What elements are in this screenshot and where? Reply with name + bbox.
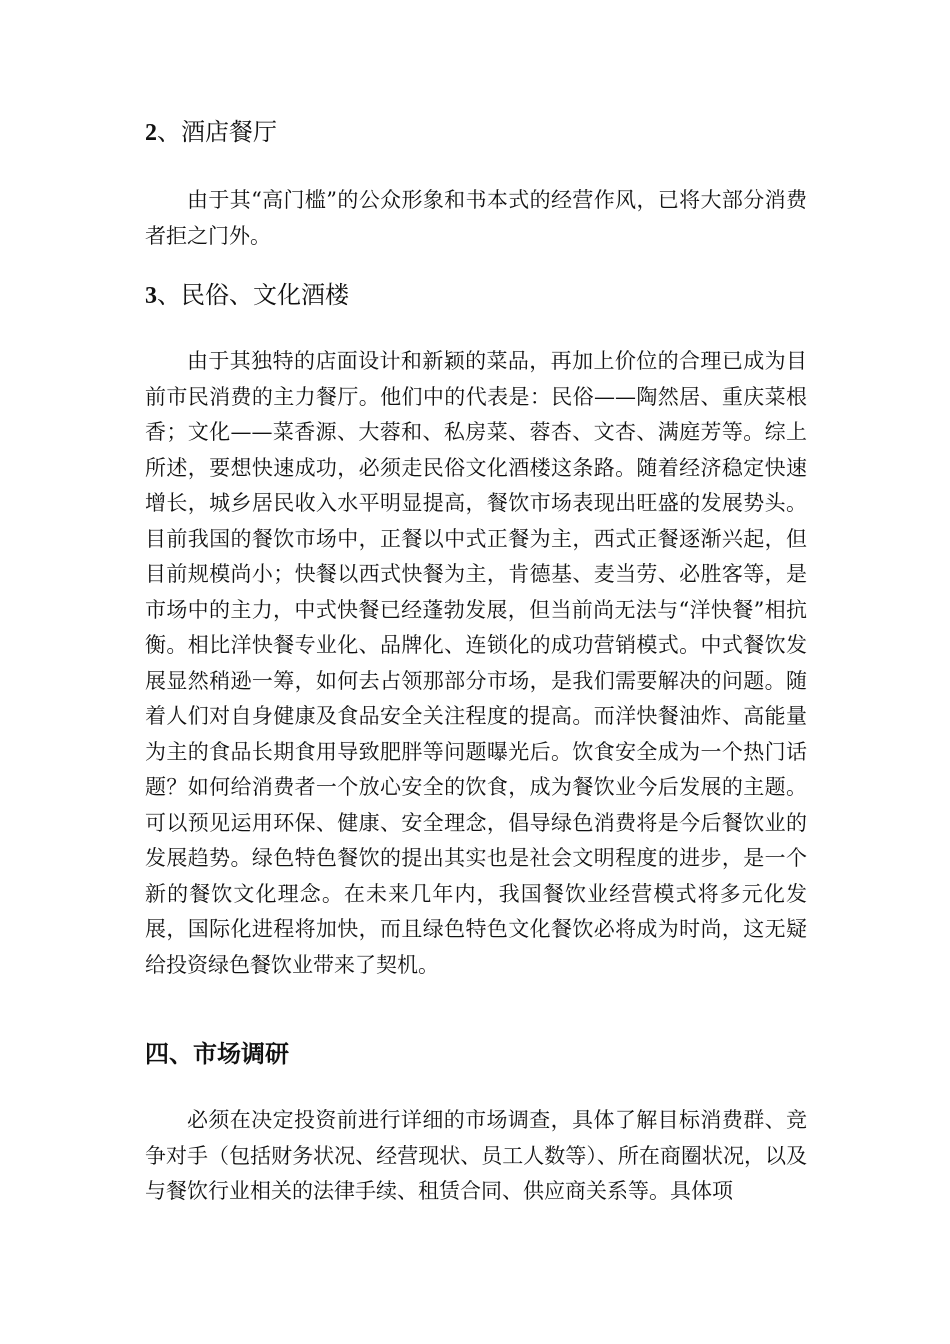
section-heading-folk-culture-restaurant bbox=[145, 280, 349, 311]
section-heading-market-research: 四、市场调研 bbox=[145, 1039, 289, 1068]
heading-text: 、酒店餐厅 bbox=[157, 118, 277, 146]
section-heading-hotel-restaurant bbox=[145, 117, 277, 148]
heading-text: 、民俗、文化酒楼 bbox=[157, 281, 349, 309]
paragraph-hotel-restaurant: 由于其“高门槛”的公众形象和书本式的经营作风，已将大部分消费者拒之门外。 bbox=[145, 188, 807, 248]
paragraph-folk-culture-restaurant: 由于其独特的店面设计和新颖的菜品，再加上价位的合理已成为目前市民消费的主力餐厅。他们中的代表是：民俗——陶然居、重庆菜根香；文化——菜香源、大蓉和、私房菜、蓉杏、文杏、满庭芳等。综上所述，要想快速成功，必须走民俗文化酒楼这条路。随着经济稳定快速增长，城乡居民收入水平明显提高，餐饮市场表现出旺盛的发展势头。目前我国的餐饮市场中，正餐以中式正餐为主，西式正餐逐渐兴起，但目前规模尚小；快餐以西式快餐为主，肯德基、麦当劳、必胜客等，是市场中的主力，中式快餐已经蓬勃发展，但当前尚无法与“洋快餐”相抗衡。相比洋快餐专业化、品牌化、连锁化的成功营销模式。中式餐饮发展显然稍逊一筹，如何去占领那部分市场，是我们需要解决的问题。随着人们对自身健康及食品安全关注程度的提高。而洋快餐油炸、高能量为主的食品长期食用导致肥胖等问题曝光后。饮食安全成为一个热门话题？如何给消费者一个放心安全的饮食，成为餐饮业今后发展的主题。可以预见运用环保、健康、安全理念，倡导绿色消费将是今后餐饮业的发展趋势。绿色特色餐饮的提出其实也是社会文明程度的进步，是一个新的餐饮文化理念。在未来几年内，我国餐饮业经营模式将多元化发展，国际化进程将加快，而且绿色特色文化餐饮必将成为时尚，这无疑给投资绿色餐饮业带来了契机。 bbox=[145, 349, 807, 977]
heading-number: 2 bbox=[145, 120, 157, 146]
paragraph-market-research: 必须在决定投资前进行详细的市场调查，具体了解目标消费群、竞争对手（包括财务状况、经营现状、员工人数等）、所在商圈状况，以及与餐饮行业相关的法律手续、租赁合同、供应商关系等。具体项 bbox=[145, 1108, 807, 1203]
heading-number: 3 bbox=[145, 283, 157, 309]
